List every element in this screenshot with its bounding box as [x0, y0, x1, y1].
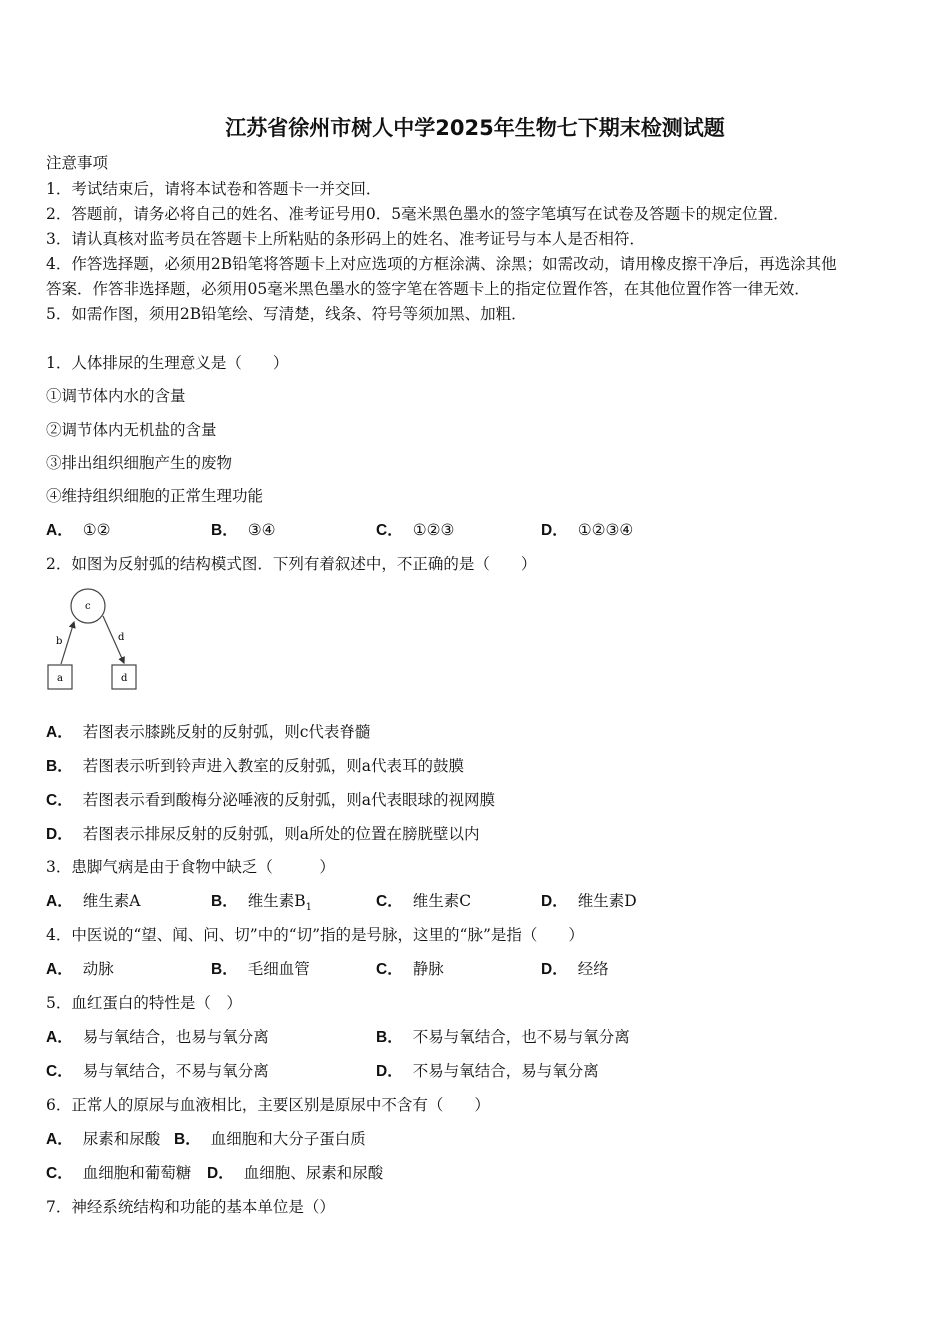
- option-a: A． 尿素和尿酸: [46, 1130, 161, 1148]
- option-d: D． 经络: [541, 960, 609, 978]
- option-d: D． 不易与氧结合，易与氧分离: [376, 1062, 599, 1080]
- option-a: A． 维生素A: [46, 892, 141, 910]
- label-d-box: d: [121, 673, 128, 684]
- option-c: C． 血细胞和葡萄糖: [46, 1164, 192, 1182]
- notice-item: 答案．作答非选择题，必须用05毫米黑色墨水的签字笔在答题卡上的指定位置作答，在其他位置作答一律无效．: [46, 280, 810, 298]
- question-1-stem: 1．人体排尿的生理意义是（ ）: [46, 354, 289, 372]
- label-c: c: [85, 601, 91, 612]
- option-a: A． 若图表示膝跳反射的反射弧，则c代表脊髓: [46, 723, 371, 741]
- statement: ④维持组织细胞的正常生理功能: [46, 487, 264, 505]
- option-b: B． 血细胞和大分子蛋白质: [174, 1130, 366, 1148]
- option-c: C． 维生素C: [376, 892, 472, 910]
- notice-heading: 注意事项: [46, 154, 109, 172]
- notice-item: 4．作答选择题，必须用2B铅笔将答题卡上对应选项的方框涂满、涂黑；如需改动，请用橡皮擦干净后，再选涂其他: [46, 255, 837, 273]
- option-d: D． 若图表示排尿反射的反射弧，则a所处的位置在膀胱壁以内: [46, 825, 480, 843]
- page-title: 江苏省徐州市树人中学2025年生物七下期末检测试题: [225, 116, 725, 140]
- option-c: C． ①②③: [376, 521, 455, 539]
- option-b: B． 不易与氧结合，也不易与氧分离: [376, 1028, 630, 1046]
- notice-item: 2．答题前，请务必将自己的姓名、准考证号用0．5毫米黑色墨水的签字笔填写在试卷及答题卡的规定位置．: [46, 205, 789, 223]
- option-c: C． 静脉: [376, 960, 444, 978]
- option-a: A． 易与氧结合，也易与氧分离: [46, 1028, 269, 1046]
- statement: ③排出组织细胞产生的废物: [46, 454, 233, 472]
- question-2-stem: 2．如图为反射弧的结构模式图．下列有着叙述中，不正确的是（ ）: [46, 555, 537, 573]
- label-b: b: [56, 636, 63, 647]
- notice-item: 1．考试结束后，请将本试卷和答题卡一并交回．: [46, 180, 382, 198]
- option-d: D． 维生素D: [541, 892, 637, 910]
- statement: ②调节体内无机盐的含量: [46, 421, 217, 439]
- question-7-stem: 7．神经系统结构和功能的基本单位是（）: [46, 1198, 335, 1216]
- question-5-stem: 5．血红蛋白的特性是（ ）: [46, 994, 242, 1012]
- option-a: A． 动脉: [46, 960, 114, 978]
- option-d: D． 血细胞、尿素和尿酸: [207, 1164, 384, 1182]
- reflex-arc-diagram: [40, 578, 150, 693]
- notice-item: 5．如需作图，须用2B铅笔绘、写清楚，线条、符号等须加黑、加粗．: [46, 305, 527, 323]
- option-b: B． ③④: [211, 521, 276, 539]
- question-3-stem: 3．患脚气病是由于食物中缺乏（ ）: [46, 858, 335, 876]
- label-d-arrow: d: [118, 632, 125, 643]
- question-6-stem: 6．正常人的原尿与血液相比，主要区别是原尿中不含有（ ）: [46, 1096, 490, 1114]
- label-a: a: [57, 673, 63, 684]
- option-b: B． 毛细血管: [211, 960, 310, 978]
- question-4-stem: 4．中医说的“望、闻、问、切”中的“切”指的是号脉，这里的“脉”是指（ ）: [46, 926, 584, 944]
- option-c: C． 若图表示看到酸梅分泌唾液的反射弧，则a代表眼球的视网膜: [46, 791, 495, 809]
- option-c: C． 易与氧结合，不易与氧分离: [46, 1062, 269, 1080]
- option-b: B． 维生素$B_1$: [211, 892, 312, 914]
- statement: ①调节体内水的含量: [46, 387, 186, 405]
- option-a: A． ①②: [46, 521, 111, 539]
- arrow-b: [61, 622, 74, 664]
- option-d: D． ①②③④: [541, 521, 634, 539]
- option-b: B． 若图表示听到铃声进入教室的反射弧，则a代表耳的鼓膜: [46, 757, 464, 775]
- notice-item: 3．请认真核对监考员在答题卡上所粘贴的条形码上的姓名、准考证号与本人是否相符．: [46, 230, 645, 248]
